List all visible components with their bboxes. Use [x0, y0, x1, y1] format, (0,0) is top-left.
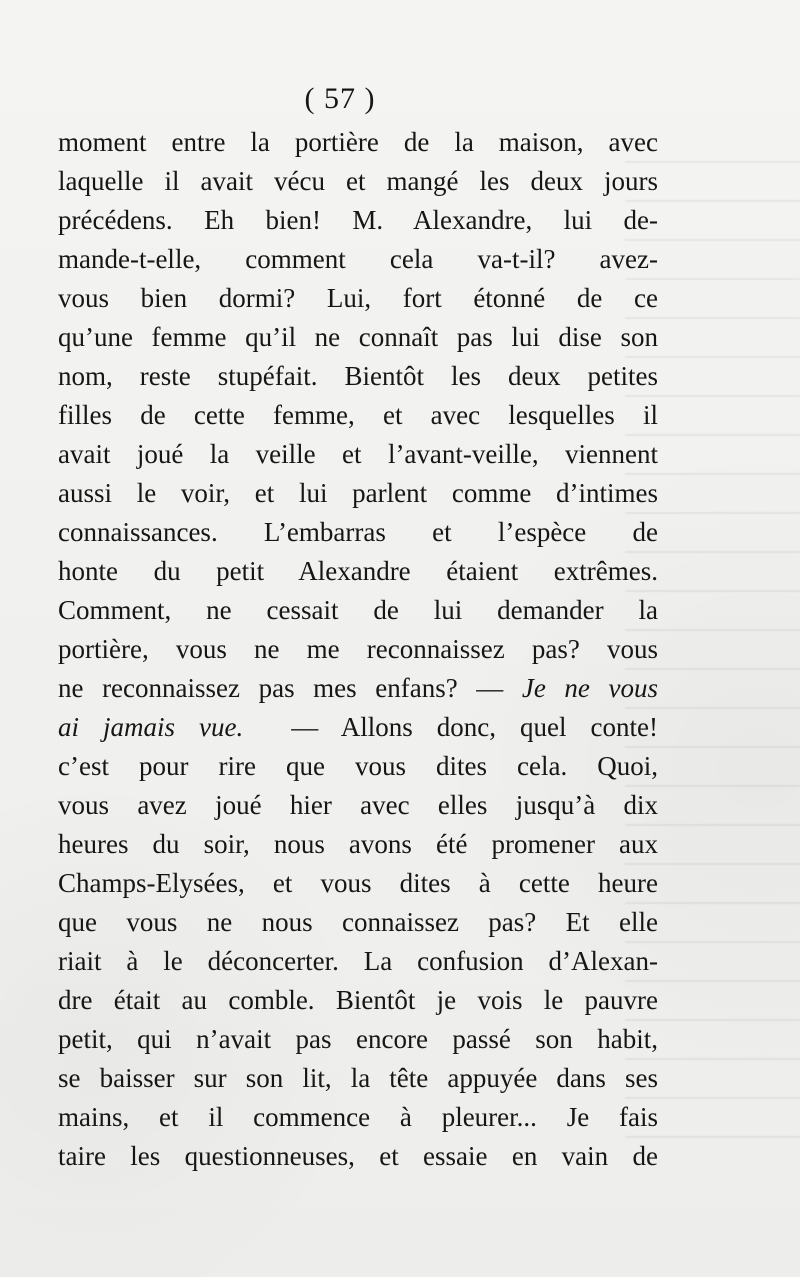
text-line-23-content: dre était au comble. Bientôt je vois le pauvre	[58, 985, 658, 1015]
body-text	[58, 123, 658, 1176]
text-line-23	[58, 981, 658, 1020]
text-line-5	[58, 279, 658, 318]
text-line-11-content: connaissances. L’embarras et l’espèce de	[58, 517, 658, 547]
text-line-16	[58, 708, 658, 747]
text-line-4	[58, 240, 658, 279]
text-line-25-content: se baisser sur son lit, la tête appuyée dans ses	[58, 1063, 658, 1093]
text-line-20	[58, 864, 658, 903]
text-line-22-content: riait à le déconcerter. La confusion d’Alexan-	[58, 946, 658, 976]
text-line-16-content: — Allons donc, quel conte!	[267, 712, 659, 742]
text-line-6-content: qu’une femme qu’il ne connaît pas lui dise son	[58, 322, 658, 352]
text-line-11	[58, 513, 658, 552]
text-line-9-content: avait joué la veille et l’avant-veille, viennent	[58, 439, 658, 469]
text-line-24-content: petit, qui n’avait pas encore passé son habit,	[58, 1024, 658, 1054]
text-line-7	[58, 357, 658, 396]
text-line-4-content: mande-t-elle, comment cela va-t-il? avez-	[58, 244, 658, 274]
text-line-14	[58, 630, 658, 669]
text-line-12	[58, 552, 658, 591]
text-line-19	[58, 825, 658, 864]
text-line-3	[58, 201, 658, 240]
text-line-22	[58, 942, 658, 981]
text-line-16-italic: ai jamais vue.	[58, 712, 244, 742]
text-line-8-content: filles de cette femme, et avec lesquelles il	[58, 400, 658, 430]
text-line-1-content: moment entre la portière de la maison, avec	[58, 127, 658, 157]
text-line-18-content: vous avez joué hier avec elles jusqu’à dix	[58, 790, 658, 820]
text-line-27	[58, 1137, 658, 1176]
text-line-10	[58, 474, 658, 513]
text-line-26-content: mains, et il commence à pleurer... Je fais	[58, 1102, 658, 1132]
text-line-17-content: c’est pour rire que vous dites cela. Quoi,	[58, 751, 658, 781]
text-line-19-content: heures du soir, nous avons été promener aux	[58, 829, 658, 859]
text-line-18	[58, 786, 658, 825]
text-line-1	[58, 123, 658, 162]
text-line-8	[58, 396, 658, 435]
text-line-6	[58, 318, 658, 357]
text-line-12-content: honte du petit Alexandre étaient extrêmes.	[58, 556, 658, 586]
text-line-17	[58, 747, 658, 786]
text-line-15	[58, 669, 658, 708]
text-line-26	[58, 1098, 658, 1137]
text-line-27-content: taire les questionneuses, et essaie en vain de	[58, 1141, 658, 1171]
text-line-2	[58, 162, 658, 201]
text-line-15-content: ne reconnaissez pas mes enfans? —	[58, 673, 504, 703]
text-line-21-content: que vous ne nous connaissez pas? Et elle	[58, 907, 658, 937]
text-line-13-content: Comment, ne cessait de lui demander la	[58, 595, 658, 625]
text-line-7-content: nom, reste stupéfait. Bientôt les deux petites	[58, 361, 658, 391]
text-line-24	[58, 1020, 658, 1059]
text-line-9	[58, 435, 658, 474]
text-line-5-content: vous bien dormi? Lui, fort étonné de ce	[58, 283, 658, 313]
text-line-14-content: portière, vous ne me reconnaissez pas? vous	[58, 634, 658, 664]
page-number: ( 57 )	[304, 82, 376, 115]
text-line-2-content: laquelle il avait vécu et mangé les deux jours	[58, 166, 658, 196]
text-line-21	[58, 903, 658, 942]
text-line-15-italic: Je ne vous	[521, 673, 658, 703]
text-line-10-content: aussi le voir, et lui parlent comme d’intimes	[58, 478, 658, 508]
text-line-3-content: précédens. Eh bien! M. Alexandre, lui de-	[58, 205, 658, 235]
text-line-25	[58, 1059, 658, 1098]
text-line-20-content: Champs-Elysées, et vous dites à cette heure	[58, 868, 658, 898]
text-line-13	[58, 591, 658, 630]
